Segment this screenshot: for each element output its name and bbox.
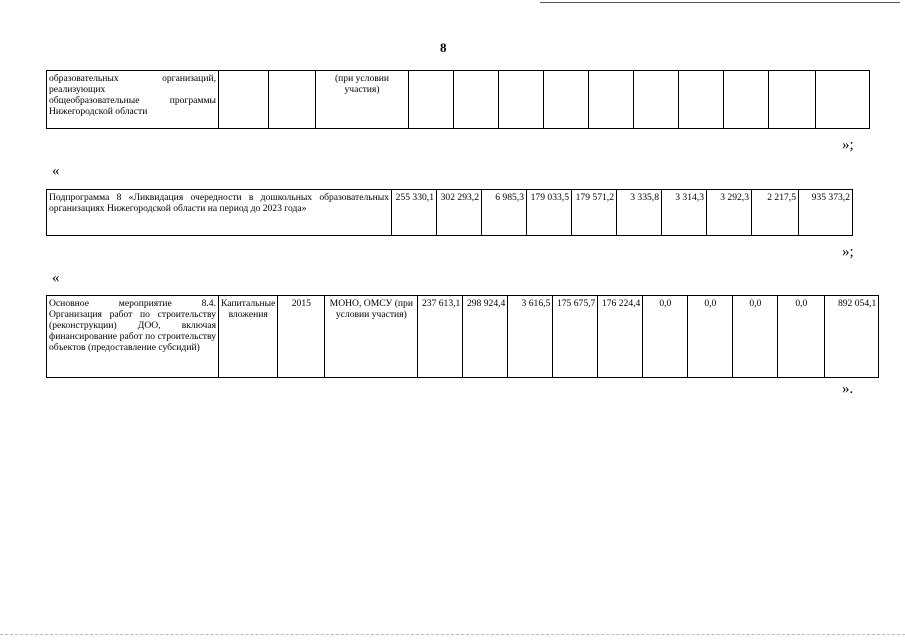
- value-cell: 0,0: [688, 296, 733, 378]
- value-cell: 3 314,3: [662, 190, 707, 236]
- year-cell: 2015: [278, 296, 325, 378]
- value-cell: 3 616,5: [508, 296, 553, 378]
- value-cell: 0,0: [778, 296, 825, 378]
- measure-name-line: образовательных организаций,: [49, 73, 216, 84]
- opening-quote: «: [52, 163, 60, 179]
- table-subprogram-8: [46, 189, 853, 236]
- value-cell: 0,0: [733, 296, 778, 378]
- empty-cell: [816, 71, 870, 129]
- value-cell: 176 224,4: [598, 296, 643, 378]
- value-cell: 255 330,1: [392, 190, 437, 236]
- empty-cell: [409, 71, 454, 129]
- value-cell: 175 675,7: [553, 296, 598, 378]
- measure-name-cell: Основное мероприятие 8.4. Организация работ по строительству (реконструкции) ДОО, включая финансирование работ по строительству объектов (предоставление субсидий): [47, 296, 219, 378]
- closing-quote: »;: [842, 244, 854, 260]
- value-cell: 302 293,2: [437, 190, 482, 236]
- measure-name-cell: [47, 71, 219, 129]
- value-cell: 237 613,1: [418, 296, 463, 378]
- empty-cell: [454, 71, 499, 129]
- empty-cell: [769, 71, 816, 129]
- value-cell: 3 335,8: [617, 190, 662, 236]
- value-cell: 0,0: [643, 296, 688, 378]
- closing-quote: »;: [842, 137, 854, 153]
- value-cell: 3 292,3: [707, 190, 752, 236]
- measure-name-line: Нижегородской области: [49, 106, 148, 117]
- empty-cell: [724, 71, 769, 129]
- value-cell: 2 217,5: [752, 190, 799, 236]
- closing-quote: ».: [842, 381, 854, 397]
- expense-type-cell: Капитальные вложения: [219, 296, 278, 378]
- empty-cell: [219, 71, 269, 129]
- executor-cell: МОНО, ОМСУ (при условии участия): [325, 296, 418, 378]
- top-edge-line: [540, 2, 900, 3]
- subprogram-name-cell: Подпрограмма 8 «Ликвидация очередности в дошкольных образовательных организациях Нижегородской области на период до 2023 года»: [47, 190, 392, 236]
- empty-cell: [634, 71, 679, 129]
- table-measure-8-4: [46, 295, 879, 378]
- bottom-edge-line: [0, 634, 905, 635]
- value-cell: 935 373,2: [799, 190, 853, 236]
- value-cell: 179 033,5: [527, 190, 572, 236]
- empty-cell: [269, 71, 316, 129]
- empty-cell: [499, 71, 544, 129]
- value-cell: 298 924,4: [463, 296, 508, 378]
- empty-cell: [544, 71, 589, 129]
- value-cell: 179 571,2: [572, 190, 617, 236]
- value-cell: 892 054,1: [825, 296, 879, 378]
- opening-quote: «: [52, 270, 60, 286]
- page-number: 8: [440, 40, 447, 55]
- empty-cell: [589, 71, 634, 129]
- empty-cell: [679, 71, 724, 129]
- measure-name-line: реализующих: [49, 84, 106, 95]
- executor-cell: (при условии участия): [316, 71, 409, 129]
- measure-name-line: общеобразовательные программы: [49, 95, 216, 106]
- table-continuation: [46, 70, 870, 129]
- value-cell: 6 985,3: [482, 190, 527, 236]
